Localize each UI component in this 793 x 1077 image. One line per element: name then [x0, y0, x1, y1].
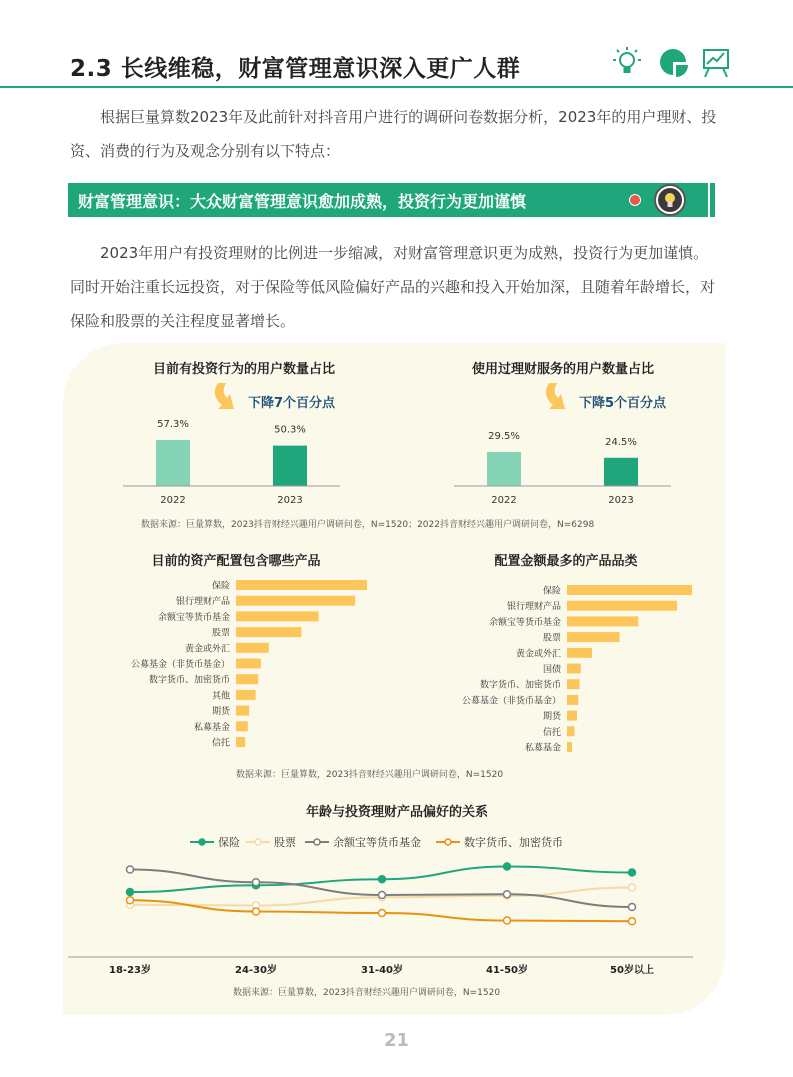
- tick-label: 18-23岁: [109, 965, 151, 976]
- category-label: 公募基金（非货币基金）: [461, 696, 561, 707]
- chart-title: 目前有投资行为的用户数量占比: [152, 362, 336, 377]
- bar: [236, 643, 269, 653]
- banner-title: 财富管理意识：大众财富管理意识愈加成熟，投资行为更加谨慎: [78, 192, 527, 211]
- legend-label: 保险: [218, 836, 240, 849]
- chart-title: 年龄与投资理财产品偏好的关系: [305, 805, 489, 820]
- tick-label: 2023: [277, 495, 303, 506]
- data-point: [253, 879, 260, 886]
- bar: [236, 580, 367, 590]
- bar: [567, 632, 620, 642]
- bar: [236, 706, 249, 716]
- legend-label: 余额宝等货币基金: [333, 836, 421, 849]
- data-point: [127, 889, 134, 896]
- page-title: 2.3 长线维稳，财富管理意识深入更广人群: [70, 56, 521, 82]
- category-label: 期货: [211, 707, 230, 718]
- legend-marker: [314, 839, 320, 845]
- legend-label: 数字货币、加密货币: [464, 836, 563, 849]
- category-label: 黄金或外汇: [515, 649, 561, 660]
- data-point: [504, 891, 511, 898]
- data-point: [629, 904, 636, 911]
- bar: [567, 742, 572, 752]
- legend-item: [190, 835, 240, 849]
- data-source-note: 数据来源：巨量算数，2023抖音财经兴趣用户调研问卷，N=1520: [233, 988, 501, 998]
- bar: [236, 737, 245, 747]
- data-source-note: 数据来源：巨量算数，2023抖音财经兴趣用户调研问卷，N=1520: [236, 770, 504, 780]
- bar: [567, 695, 578, 705]
- tick-label: 31-40岁: [361, 965, 403, 976]
- category-label: 保险: [542, 586, 561, 597]
- data-source-note: 数据来源：巨量算数，2023抖音财经兴趣用户调研问卷，N=1520；2022抖音财经兴趣用户调研问卷，N=6298: [141, 520, 595, 530]
- bar: [156, 440, 190, 486]
- category-label: 国债: [542, 665, 561, 675]
- tick-label: 41-50岁: [486, 965, 528, 976]
- data-point: [504, 917, 511, 924]
- data-label: 24.5%: [605, 436, 637, 448]
- data-point: [629, 918, 636, 925]
- category-label: 银行理财产品: [506, 602, 561, 613]
- bar: [236, 627, 302, 637]
- category-label: 私募基金: [193, 722, 230, 733]
- legend-marker: [199, 839, 205, 845]
- data-point: [379, 892, 386, 899]
- category-label: 黄金或外汇: [184, 644, 230, 655]
- data-point: [253, 908, 260, 915]
- data-label: 57.3%: [157, 419, 189, 430]
- tick-label: 24-30岁: [235, 965, 277, 976]
- data-point: [504, 863, 511, 870]
- age-preference-line-chart: [68, 804, 693, 976]
- page-number: 21: [383, 1030, 410, 1051]
- category-label: 数字货币、加密货币: [479, 680, 561, 691]
- asset-allocation-chart: [131, 553, 367, 749]
- category-label: 信托: [542, 727, 561, 738]
- bar: [487, 452, 521, 486]
- chart-annotation: 下降7个百分点: [248, 396, 336, 411]
- category-label: 保险: [211, 581, 230, 592]
- bar: [236, 596, 355, 606]
- legend-item: [436, 835, 563, 849]
- investment-share-chart: [123, 361, 340, 506]
- bar: [236, 674, 258, 684]
- bar: [236, 611, 319, 621]
- tick-label: 2023: [608, 495, 634, 506]
- tick-label: 2022: [160, 495, 186, 506]
- bar: [567, 726, 575, 736]
- chart-annotation: 下降5个百分点: [579, 396, 667, 411]
- bar: [604, 458, 638, 486]
- data-label: 29.5%: [488, 431, 520, 442]
- chart-title: 配置金额最多的产品品类: [494, 554, 638, 569]
- bar: [567, 648, 592, 658]
- bar: [567, 616, 638, 626]
- bar: [567, 585, 692, 595]
- category-label: 银行理财产品: [175, 597, 230, 608]
- data-point: [629, 884, 636, 891]
- category-label: 其他: [211, 691, 230, 702]
- data-point: [379, 876, 386, 883]
- bar: [567, 664, 581, 674]
- data-point: [379, 910, 386, 917]
- data-label: 50.3%: [274, 424, 306, 436]
- legend-marker: [255, 839, 261, 845]
- category-label: 私募基金: [524, 743, 561, 754]
- top-amount-product-chart: [462, 553, 692, 754]
- bar: [236, 721, 248, 731]
- bar: [567, 679, 580, 689]
- legend-label: 股票: [274, 836, 296, 849]
- intro-paragraph: 根据巨量算数2023年及此前针对抖音用户进行的调研问卷数据分析，2023年的用户理财、投资、消费的行为及观念分别有以下特点：: [70, 108, 717, 160]
- bar: [236, 659, 261, 669]
- bar: [273, 446, 307, 486]
- tick-label: 2022: [491, 495, 517, 506]
- category-label: 余额宝等货币基金: [488, 617, 561, 628]
- category-label: 信托: [211, 738, 230, 749]
- tick-label: 50岁以上: [610, 965, 654, 976]
- wealth-service-share-chart: [454, 361, 671, 506]
- legend-item: [246, 836, 296, 849]
- bar: [567, 601, 677, 611]
- legend-marker: [445, 839, 451, 845]
- data-point: [127, 897, 134, 904]
- bar: [567, 711, 577, 721]
- bar: [236, 690, 256, 700]
- category-label: 期货: [542, 712, 561, 723]
- curved-arrow-icon: [546, 383, 565, 409]
- chart-title: 目前的资产配置包含哪些产品: [151, 554, 321, 569]
- category-label: 股票: [542, 633, 561, 644]
- category-label: 股票: [211, 628, 230, 639]
- category-label: 公募基金（非货币基金）: [130, 660, 230, 670]
- category-label: 数字货币、加密货币: [148, 675, 230, 686]
- legend-item: [305, 835, 421, 849]
- chart-title: 使用过理财服务的用户数量占比: [471, 362, 655, 377]
- category-label: 余额宝等货币基金: [157, 612, 230, 623]
- data-point: [127, 866, 134, 873]
- curved-arrow-icon: [215, 383, 234, 409]
- body-paragraph: 2023年用户有投资理财的比例进一步缩减，对财富管理意识更为成熟，投资行为更加谨慎。同时开始注重长远投资，对于保险等低风险偏好产品的兴趣和投入开始加深，且随着年龄增长，对保险和股票的关注程度显著增长。: [70, 244, 716, 330]
- data-point: [629, 869, 636, 876]
